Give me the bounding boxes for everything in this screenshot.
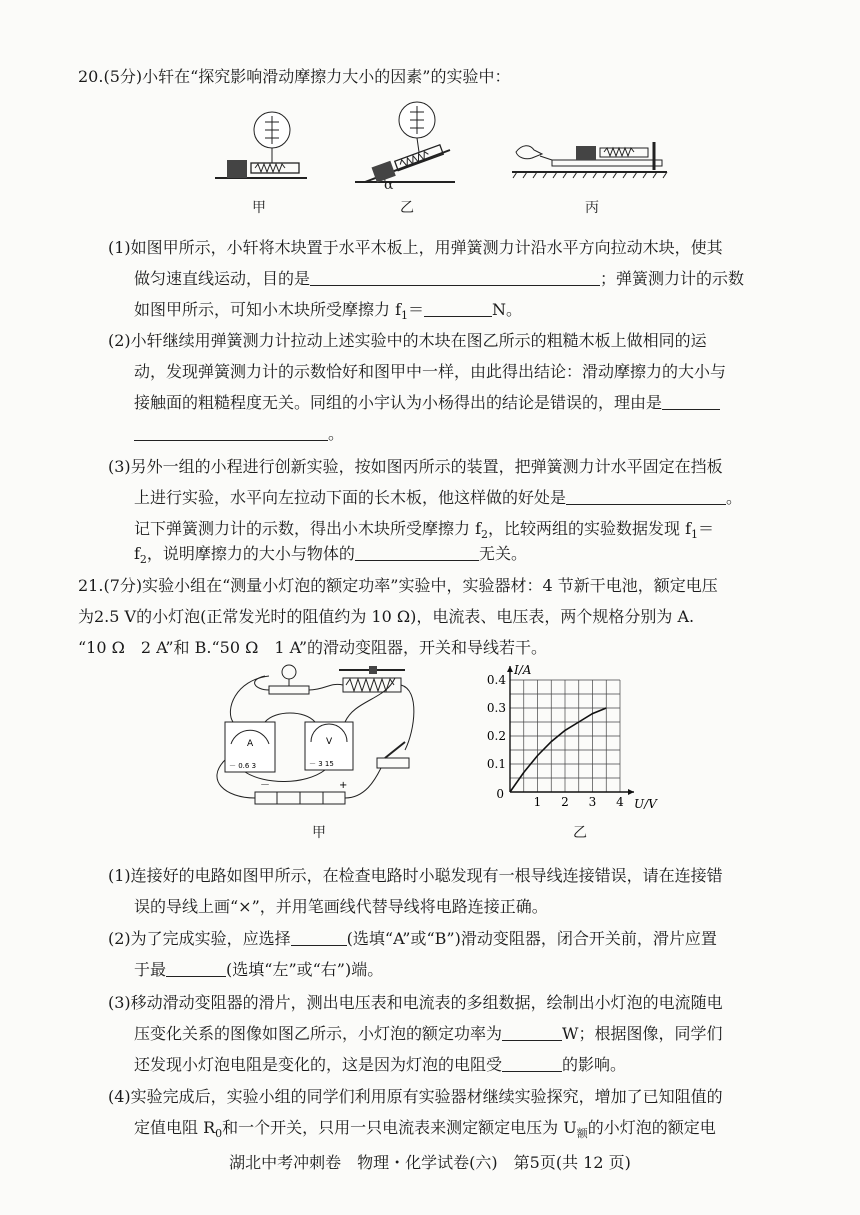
y-tick-label: 0.2 bbox=[486, 729, 506, 743]
q20-part3-text-b: 记下弹簧测力计的示数，得出小木块所受摩擦力 f bbox=[134, 519, 482, 538]
svg-text:A: A bbox=[247, 739, 254, 749]
q20-part2-blank-reason-b[interactable] bbox=[134, 424, 328, 441]
svg-text:V: V bbox=[326, 737, 333, 747]
x-tick-label: 2 bbox=[561, 795, 569, 809]
figure-yi-incline bbox=[355, 100, 465, 192]
q20-part3-text-a: 上进行实验，水平向左拉动下面的长木板，他这样做的好处是 bbox=[134, 488, 567, 507]
q20-part3-text-d: ，说明摩擦力的大小与物体的 bbox=[146, 544, 355, 563]
figure-bing-board-spring bbox=[512, 138, 672, 188]
q20-part1-blank-f1[interactable] bbox=[424, 300, 492, 317]
q20-part2-line4 bbox=[134, 423, 344, 445]
bulb bbox=[282, 665, 296, 679]
x-axis-arrow bbox=[628, 789, 634, 795]
q20-part1-sub: 1 bbox=[401, 309, 409, 323]
x-tick-label: 4 bbox=[616, 795, 624, 809]
q20-part3-blank-benefit[interactable] bbox=[566, 488, 726, 505]
q21-part3-blank-factor[interactable] bbox=[502, 1055, 562, 1072]
q21-part2-text-d: (选填“左”或“右”)端。 bbox=[226, 960, 384, 979]
q21-part3-line2 bbox=[134, 1023, 722, 1045]
q21-part4-text-a: 定值电阻 R bbox=[134, 1118, 216, 1137]
q20-part1-blank-purpose[interactable] bbox=[310, 269, 600, 286]
switch bbox=[377, 758, 409, 768]
figure-jia-caption: 甲 bbox=[252, 200, 266, 216]
figure-circuit bbox=[205, 660, 455, 810]
bulb-holder bbox=[269, 686, 309, 694]
q20-part3-line3 bbox=[134, 518, 714, 546]
y-axis-arrow bbox=[507, 666, 513, 672]
q20-part1-unit: N。 bbox=[492, 300, 523, 319]
figure-circuit-caption: 甲 bbox=[312, 825, 326, 841]
q21-part3-text-b: W；根据图像，同学们 bbox=[562, 1024, 723, 1043]
chart-grid bbox=[510, 680, 620, 792]
q20-part3-line1: (3)另外一组的小程进行创新实验，按如图丙所示的装置，把弹簧测力计水平固定在挡板 bbox=[108, 457, 723, 476]
q20-part2-line2: 动，发现弹簧测力计的示数恰好和图甲中一样，由此得出结论：滑动摩擦力的大小与 bbox=[134, 362, 727, 381]
x-axis-label: U/V bbox=[634, 797, 657, 811]
q21-part1-line2: 误的导线上画“×”，并用笔画线代替导线将电路连接正确。 bbox=[134, 897, 548, 916]
q21-part1-line1: (1)连接好的电路如图甲所示，在检查电路时小聪发现有一根导线连接错误，请在连接错 bbox=[108, 866, 723, 885]
figure-chart-caption: 乙 bbox=[573, 825, 587, 841]
q21-part2-blank-rheostat[interactable] bbox=[291, 929, 347, 946]
q20-part3-text-e: 无关。 bbox=[478, 544, 527, 563]
q21-header-line2: 为2.5 V的小灯泡(正常发光时的阻值约为 10 Ω)，电流表、电压表，两个规格分别为 A. bbox=[78, 607, 695, 626]
q20-part1-eq: ＝ bbox=[408, 300, 425, 319]
iu-chart bbox=[480, 660, 670, 810]
page-footer: 湖北中考冲刺卷 物理・化学试卷(六) 第5页(共 12 页) bbox=[229, 1153, 631, 1172]
figure-bing-caption: 丙 bbox=[585, 200, 599, 216]
q21-part4-line1: (4)实验完成后，实验小组的同学们利用原有实验器材继续实验探究，增加了已知阻值的 bbox=[108, 1087, 723, 1106]
q21-part4-text-b: 和一个开关，只用一只电流表来测定额定电压为 U bbox=[222, 1118, 577, 1137]
q21-part2-line1 bbox=[108, 928, 717, 950]
voltmeter-ticks: － 3 15 bbox=[309, 760, 334, 768]
q21-part4-line2 bbox=[134, 1117, 716, 1145]
q21-part2-text-a: (2)为了完成实验，应选择 bbox=[108, 929, 291, 948]
q20-part1-text-c: 如图甲所示，可知小木块所受摩擦力 f bbox=[134, 300, 402, 319]
q21-part4-sub2: 额 bbox=[576, 1127, 588, 1141]
y-axis-label: I/A bbox=[514, 663, 532, 677]
q21-part3-text-a: 压变化关系的图像如图乙所示，小灯泡的额定功率为 bbox=[134, 1024, 503, 1043]
q20-part3-end: 。 bbox=[726, 488, 743, 507]
q21-part3-text-c: 还发现小灯泡电阻是变化的，这是因为灯泡的电阻受 bbox=[134, 1055, 503, 1074]
q21-part3-line1: (3)移动滑动变阻器的滑片，测出电压表和电流表的多组数据，绘制出小灯泡的电流随电 bbox=[108, 993, 723, 1012]
origin-label: 0 bbox=[496, 787, 504, 801]
q20-part3-line4 bbox=[134, 543, 527, 571]
q21-part2-line2 bbox=[134, 959, 383, 981]
q20-header: 20.(5分)小轩在“探究影响滑动摩擦力大小的因素”的实验中： bbox=[78, 67, 511, 86]
q21-part3-blank-power[interactable] bbox=[502, 1024, 562, 1041]
q20-part2-end: 。 bbox=[328, 424, 345, 443]
q20-part2-line3 bbox=[134, 392, 720, 414]
q20-part2-blank-reason-a[interactable] bbox=[662, 393, 720, 410]
y-tick-label: 0.4 bbox=[486, 673, 506, 687]
q20-part3-sub2: 2 bbox=[481, 528, 489, 542]
q21-part2-text-c: 于最 bbox=[134, 960, 167, 979]
ammeter-ticks: － 0.6 3 bbox=[229, 762, 257, 770]
q21-part3-text-d: 的影响。 bbox=[562, 1055, 627, 1074]
y-tick-label: 0.3 bbox=[486, 701, 506, 715]
q21-part4-sub: 0 bbox=[215, 1127, 223, 1141]
q21-part2-text-b: (选填“A”或“B”)滑动变阻器，闭合开关前，滑片应置 bbox=[346, 929, 717, 948]
q20-part3-sub1: 1 bbox=[691, 528, 699, 542]
q20-part1-text-a: 做匀速直线运动，目的是 bbox=[134, 269, 311, 288]
q20-part2-text: 接触面的粗糙程度无关。同组的小宇认为小杨得出的结论是错误的，理由是 bbox=[134, 393, 663, 412]
q21-part3-line3 bbox=[134, 1054, 626, 1076]
figure-yi-angle-label: α bbox=[384, 177, 394, 193]
x-tick-label: 3 bbox=[588, 795, 597, 809]
q20-part1-line1: (1)如图甲所示，小轩将木块置于水平木板上，用弹簧测力计沿水平方向拉动木块，使其 bbox=[108, 238, 723, 257]
q21-part2-blank-end[interactable] bbox=[166, 960, 226, 977]
q20-part3-eq: ＝ bbox=[698, 519, 715, 538]
y-tick-label: 0.1 bbox=[486, 757, 506, 771]
q21-part4-text-c: 的小灯泡的额定电 bbox=[587, 1118, 716, 1137]
q20-part1-line2 bbox=[134, 268, 744, 290]
battery-plus: + bbox=[339, 780, 348, 791]
q21-header-line1: 21.(7分)实验小组在“测量小灯泡的额定功率”实验中，实验器材：4 节新干电池，额定电压 bbox=[78, 576, 718, 595]
q20-part3-blank-factor[interactable] bbox=[355, 544, 479, 561]
q20-part3-line2 bbox=[134, 487, 742, 509]
figure-jia-block-spring bbox=[215, 108, 315, 188]
x-tick-label: 1 bbox=[533, 795, 542, 809]
q20-part2-line1: (2)小轩继续用弹簧测力计拉动上述实验中的木块在图乙所示的粗糙木板上做相同的运 bbox=[108, 331, 707, 350]
q21-header-line3: “10 Ω 2 A”和 B.“50 Ω 1 A”的滑动变阻器，开关和导线若干。 bbox=[78, 638, 548, 657]
battery-minus: － bbox=[260, 780, 270, 791]
q20-part1-line3 bbox=[134, 299, 522, 327]
chart-axes bbox=[507, 666, 634, 795]
figure-yi-caption: 乙 bbox=[400, 200, 414, 216]
q20-part1-text-b: ；弹簧测力计的示数 bbox=[600, 269, 745, 288]
q20-part3-sub2b: 2 bbox=[139, 553, 147, 567]
q20-part3-f: f bbox=[134, 544, 140, 563]
q20-part3-text-c: ，比较两组的实验数据发现 f bbox=[488, 519, 692, 538]
